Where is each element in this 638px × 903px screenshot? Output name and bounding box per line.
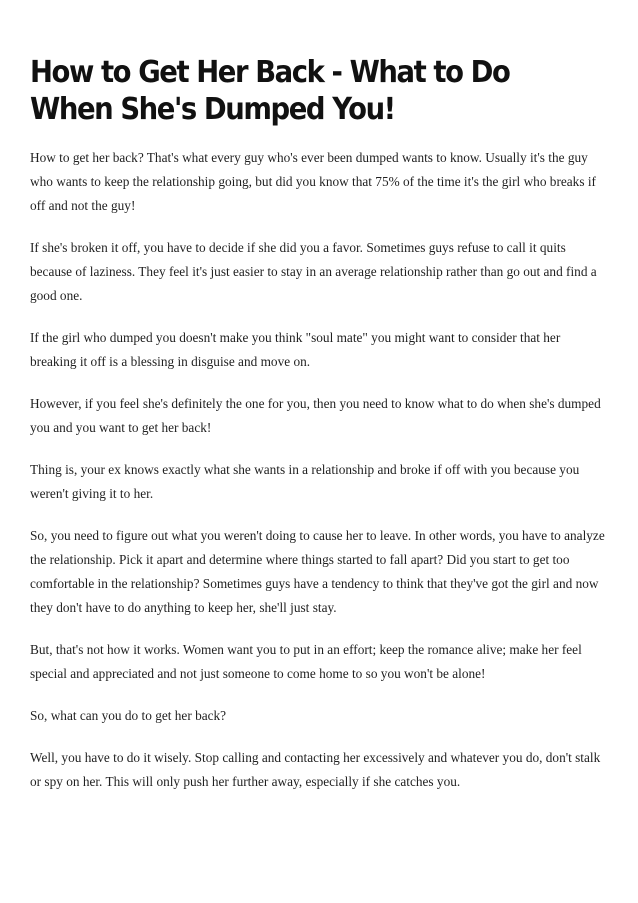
paragraph-1: How to get her back? That's what every guy who's ever been dumped wants to know. Usually it's the guy who wants to keep the relationship going, but did you know that 75% of the time it's the girl who breaks if off and not the guy! bbox=[30, 150, 596, 213]
paragraph-8: So, what can you do to get her back? bbox=[30, 708, 227, 723]
article-body bbox=[30, 146, 608, 794]
paragraph-7: But, that's not how it works. Women want you to put in an effort; keep the romance alive; make her feel special and appreciated and not just someone to come home to so you won't be alone! bbox=[30, 642, 582, 681]
paragraph-3: If the girl who dumped you doesn't make you think "soul mate" you might want to consider that her breaking it off is a blessing in disguise and move on. bbox=[30, 330, 561, 369]
article-title bbox=[30, 54, 550, 128]
paragraph-2: If she's broken it off, you have to decide if she did you a favor. Sometimes guys refuse to call it quits because of laziness. They feel it's just easier to stay in an average relationship rather than go out and find a good one. bbox=[30, 240, 597, 303]
paragraph-6: So, you need to figure out what you weren't doing to cause her to leave. In other words, you have to analyze the relationship. Pick it apart and determine where things started to fall apart? Did you start to get too comfortable in the relationship? Sometimes guys have a tendency to think that they've got the girl and now they don't have to do anything to keep her, she'll just stay. bbox=[30, 528, 605, 615]
paragraph-4: However, if you feel she's definitely the one for you, then you need to know what to do when she's dumped you and you want to get her back! bbox=[30, 396, 601, 435]
article-title-line-2: When She's Dumped You! bbox=[30, 92, 395, 127]
paragraph-9: Well, you have to do it wisely. Stop calling and contacting her excessively and whatever you do, don't stalk or spy on her. This will only push her further away, especially if she catches you. bbox=[30, 750, 601, 789]
paragraph-5: Thing is, your ex knows exactly what she wants in a relationship and broke if off with you because you weren't giving it to her. bbox=[30, 462, 580, 501]
article-title-line-1: How to Get Her Back - What to Do bbox=[30, 55, 510, 90]
